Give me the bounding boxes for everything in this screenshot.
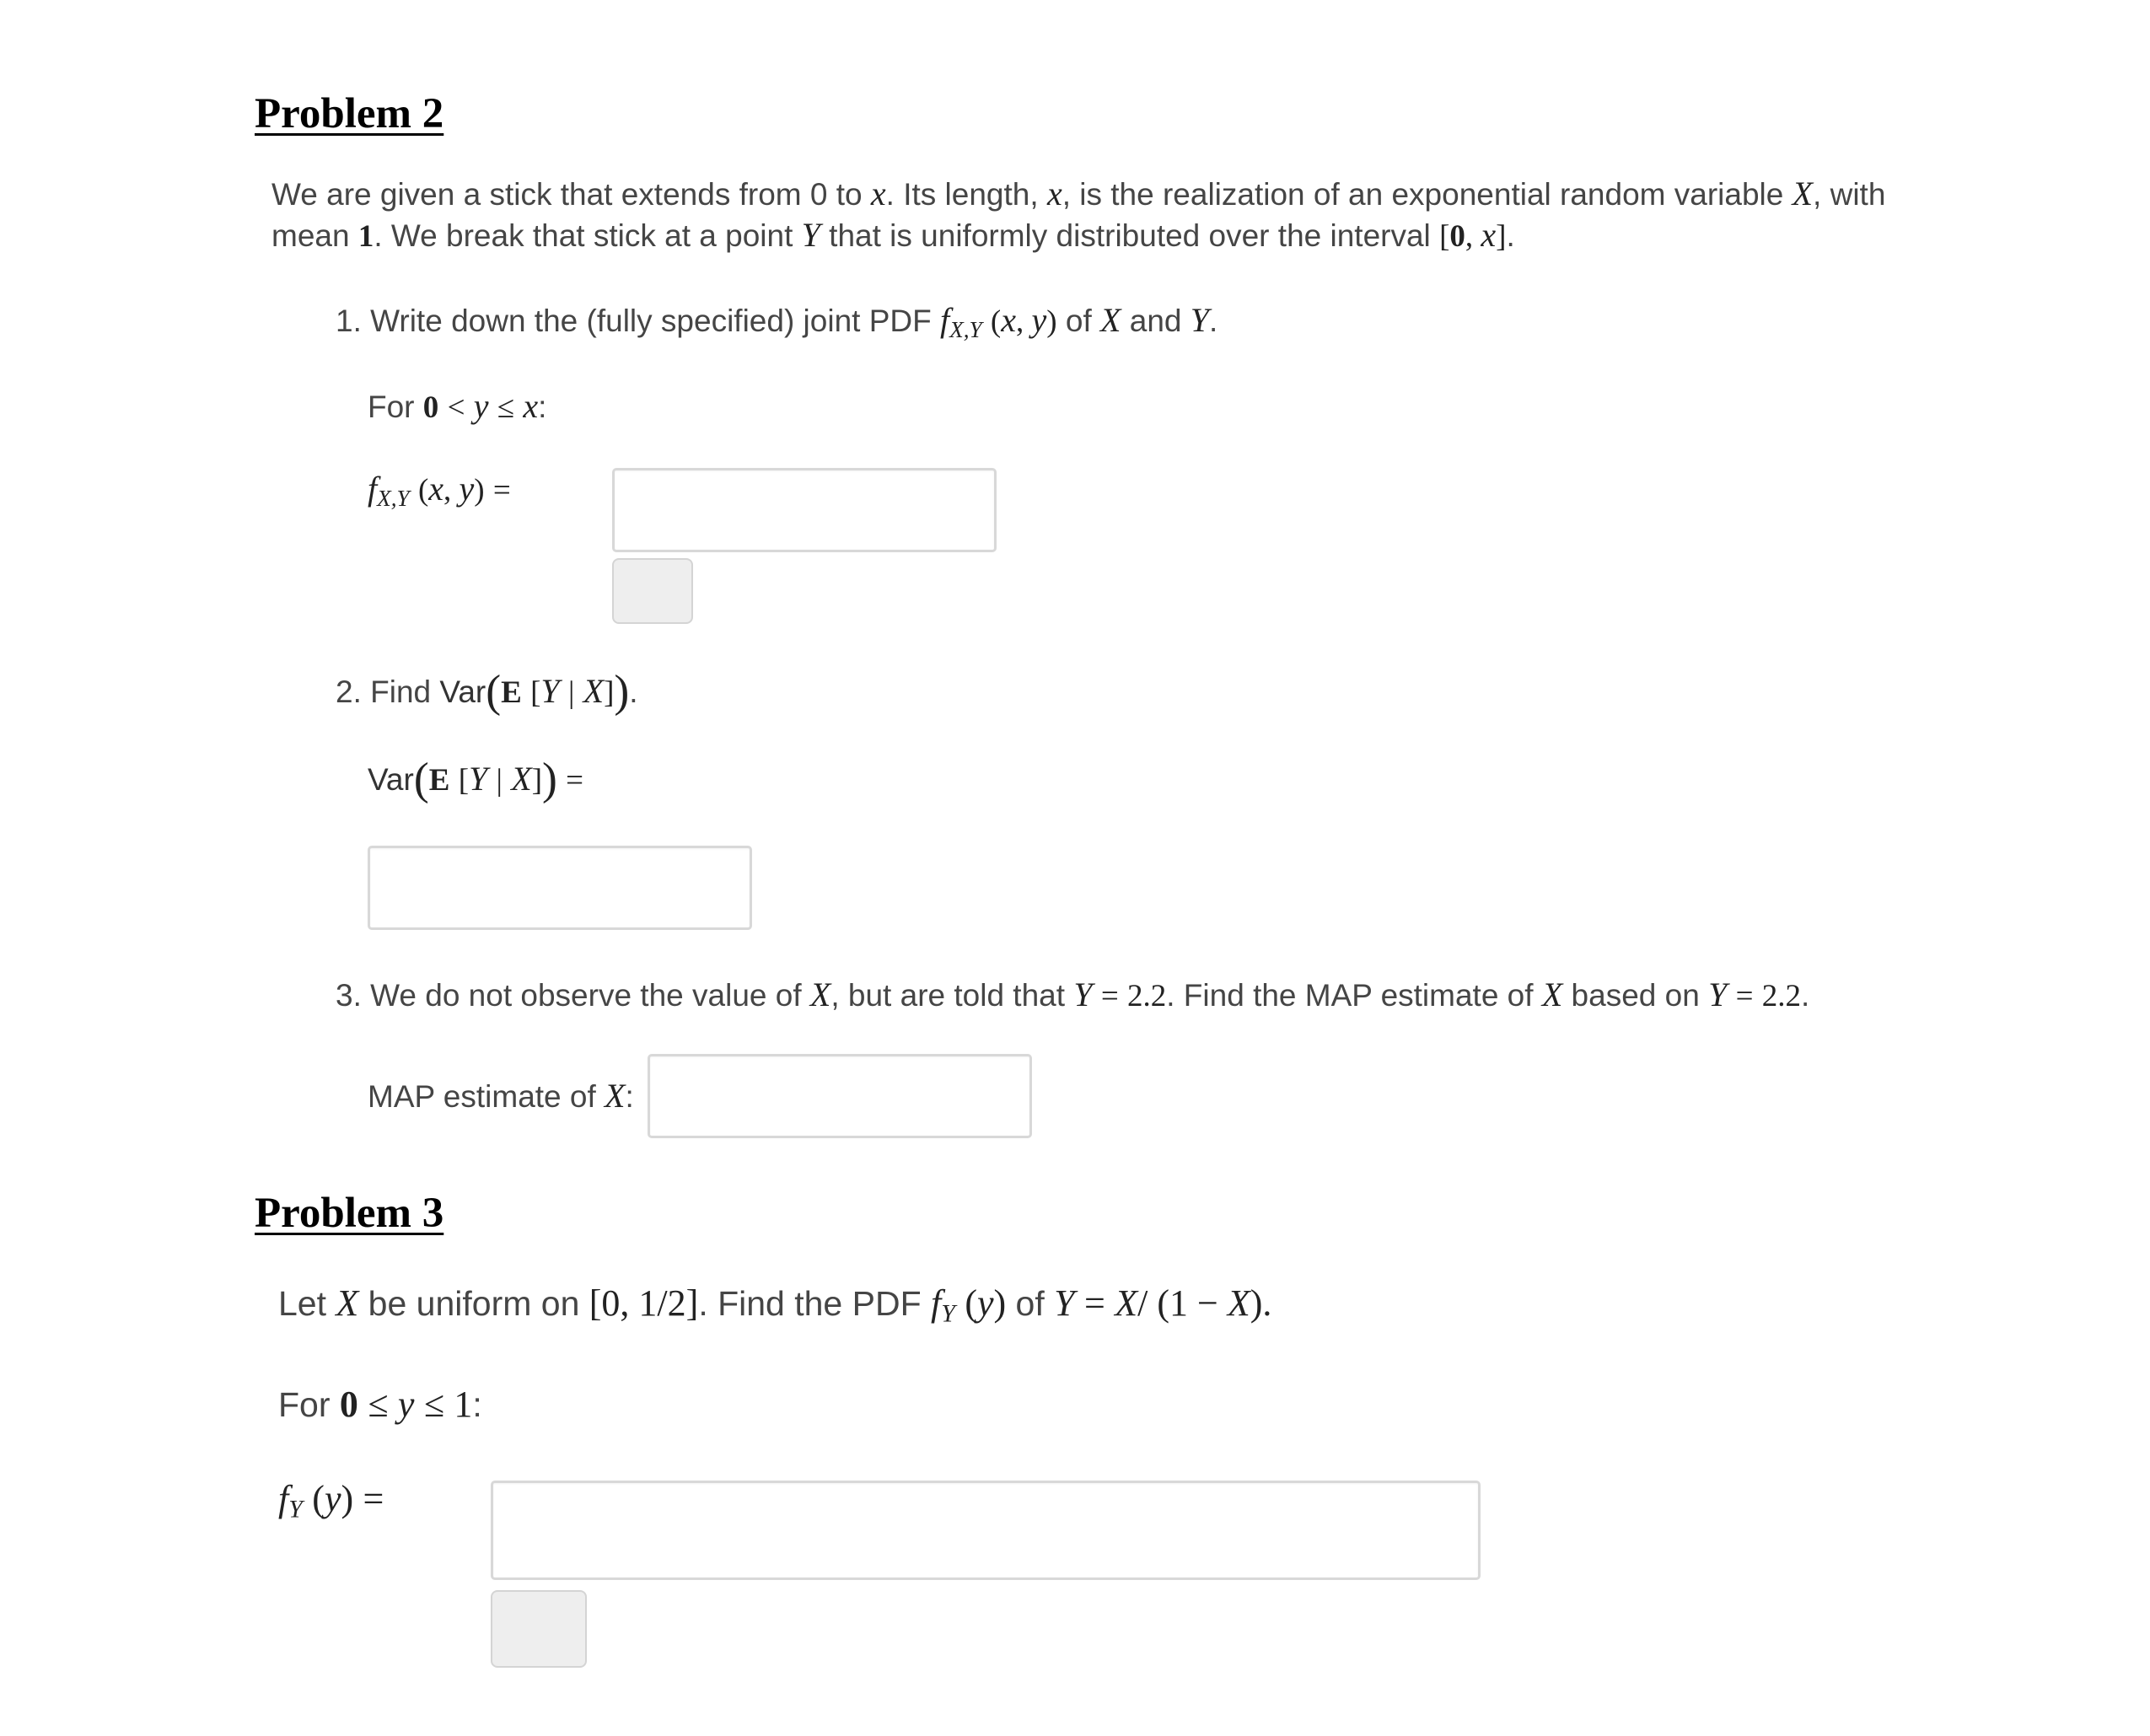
question-1-answer-label: $f_{X,Y}$ (x, y) = [368, 470, 511, 511]
question-2-text: 2. Find Var(E [Y | X]). [336, 665, 638, 717]
question-1-text: 1. Write down the (fully specified) joint PDF $f_{X,Y}$ (x, y) of X and Y. [336, 301, 1218, 342]
question-2-answer-label: Var(E [Y | X]) = [368, 753, 584, 804]
question-3-answer-label: MAP estimate of X: [368, 1077, 634, 1115]
problem-3-text: Let X be uniform on [0, 1/2]. Find the PDF $f_Y$ (y) of Y = X/ (1 − X). [278, 1282, 1272, 1328]
question-1-condition: For 0 < y ≤ x: [368, 387, 547, 425]
problem-2-intro-line-2: mean 1. We break that stick at a point Y that is uniformly distributed over the interval [0, x]. [271, 216, 1515, 254]
joint-pdf-input[interactable] [612, 468, 997, 552]
joint-pdf-submit-button[interactable] [612, 558, 693, 624]
problem-3-answer-label: $f_Y$ (y) = [278, 1478, 384, 1524]
problem-2-heading: Problem 2 [255, 90, 444, 137]
pdf-fy-submit-button[interactable] [491, 1590, 587, 1668]
pdf-fy-input[interactable] [491, 1481, 1481, 1580]
problem-3-condition: For 0 ≤ y ≤ 1: [278, 1384, 482, 1425]
variance-input[interactable] [368, 846, 752, 930]
problem-2-intro-line-1: We are given a stick that extends from 0 to x. Its length, x, is the realization of an exponential random variable X, with [271, 175, 1886, 212]
question-3-text: 3. We do not observe the value of X, but are told that Y = 2.2. Find the MAP estimate of X based on Y = 2.2. [336, 975, 1810, 1013]
problem-3-heading: Problem 3 [255, 1190, 444, 1237]
map-estimate-input[interactable] [648, 1054, 1032, 1138]
